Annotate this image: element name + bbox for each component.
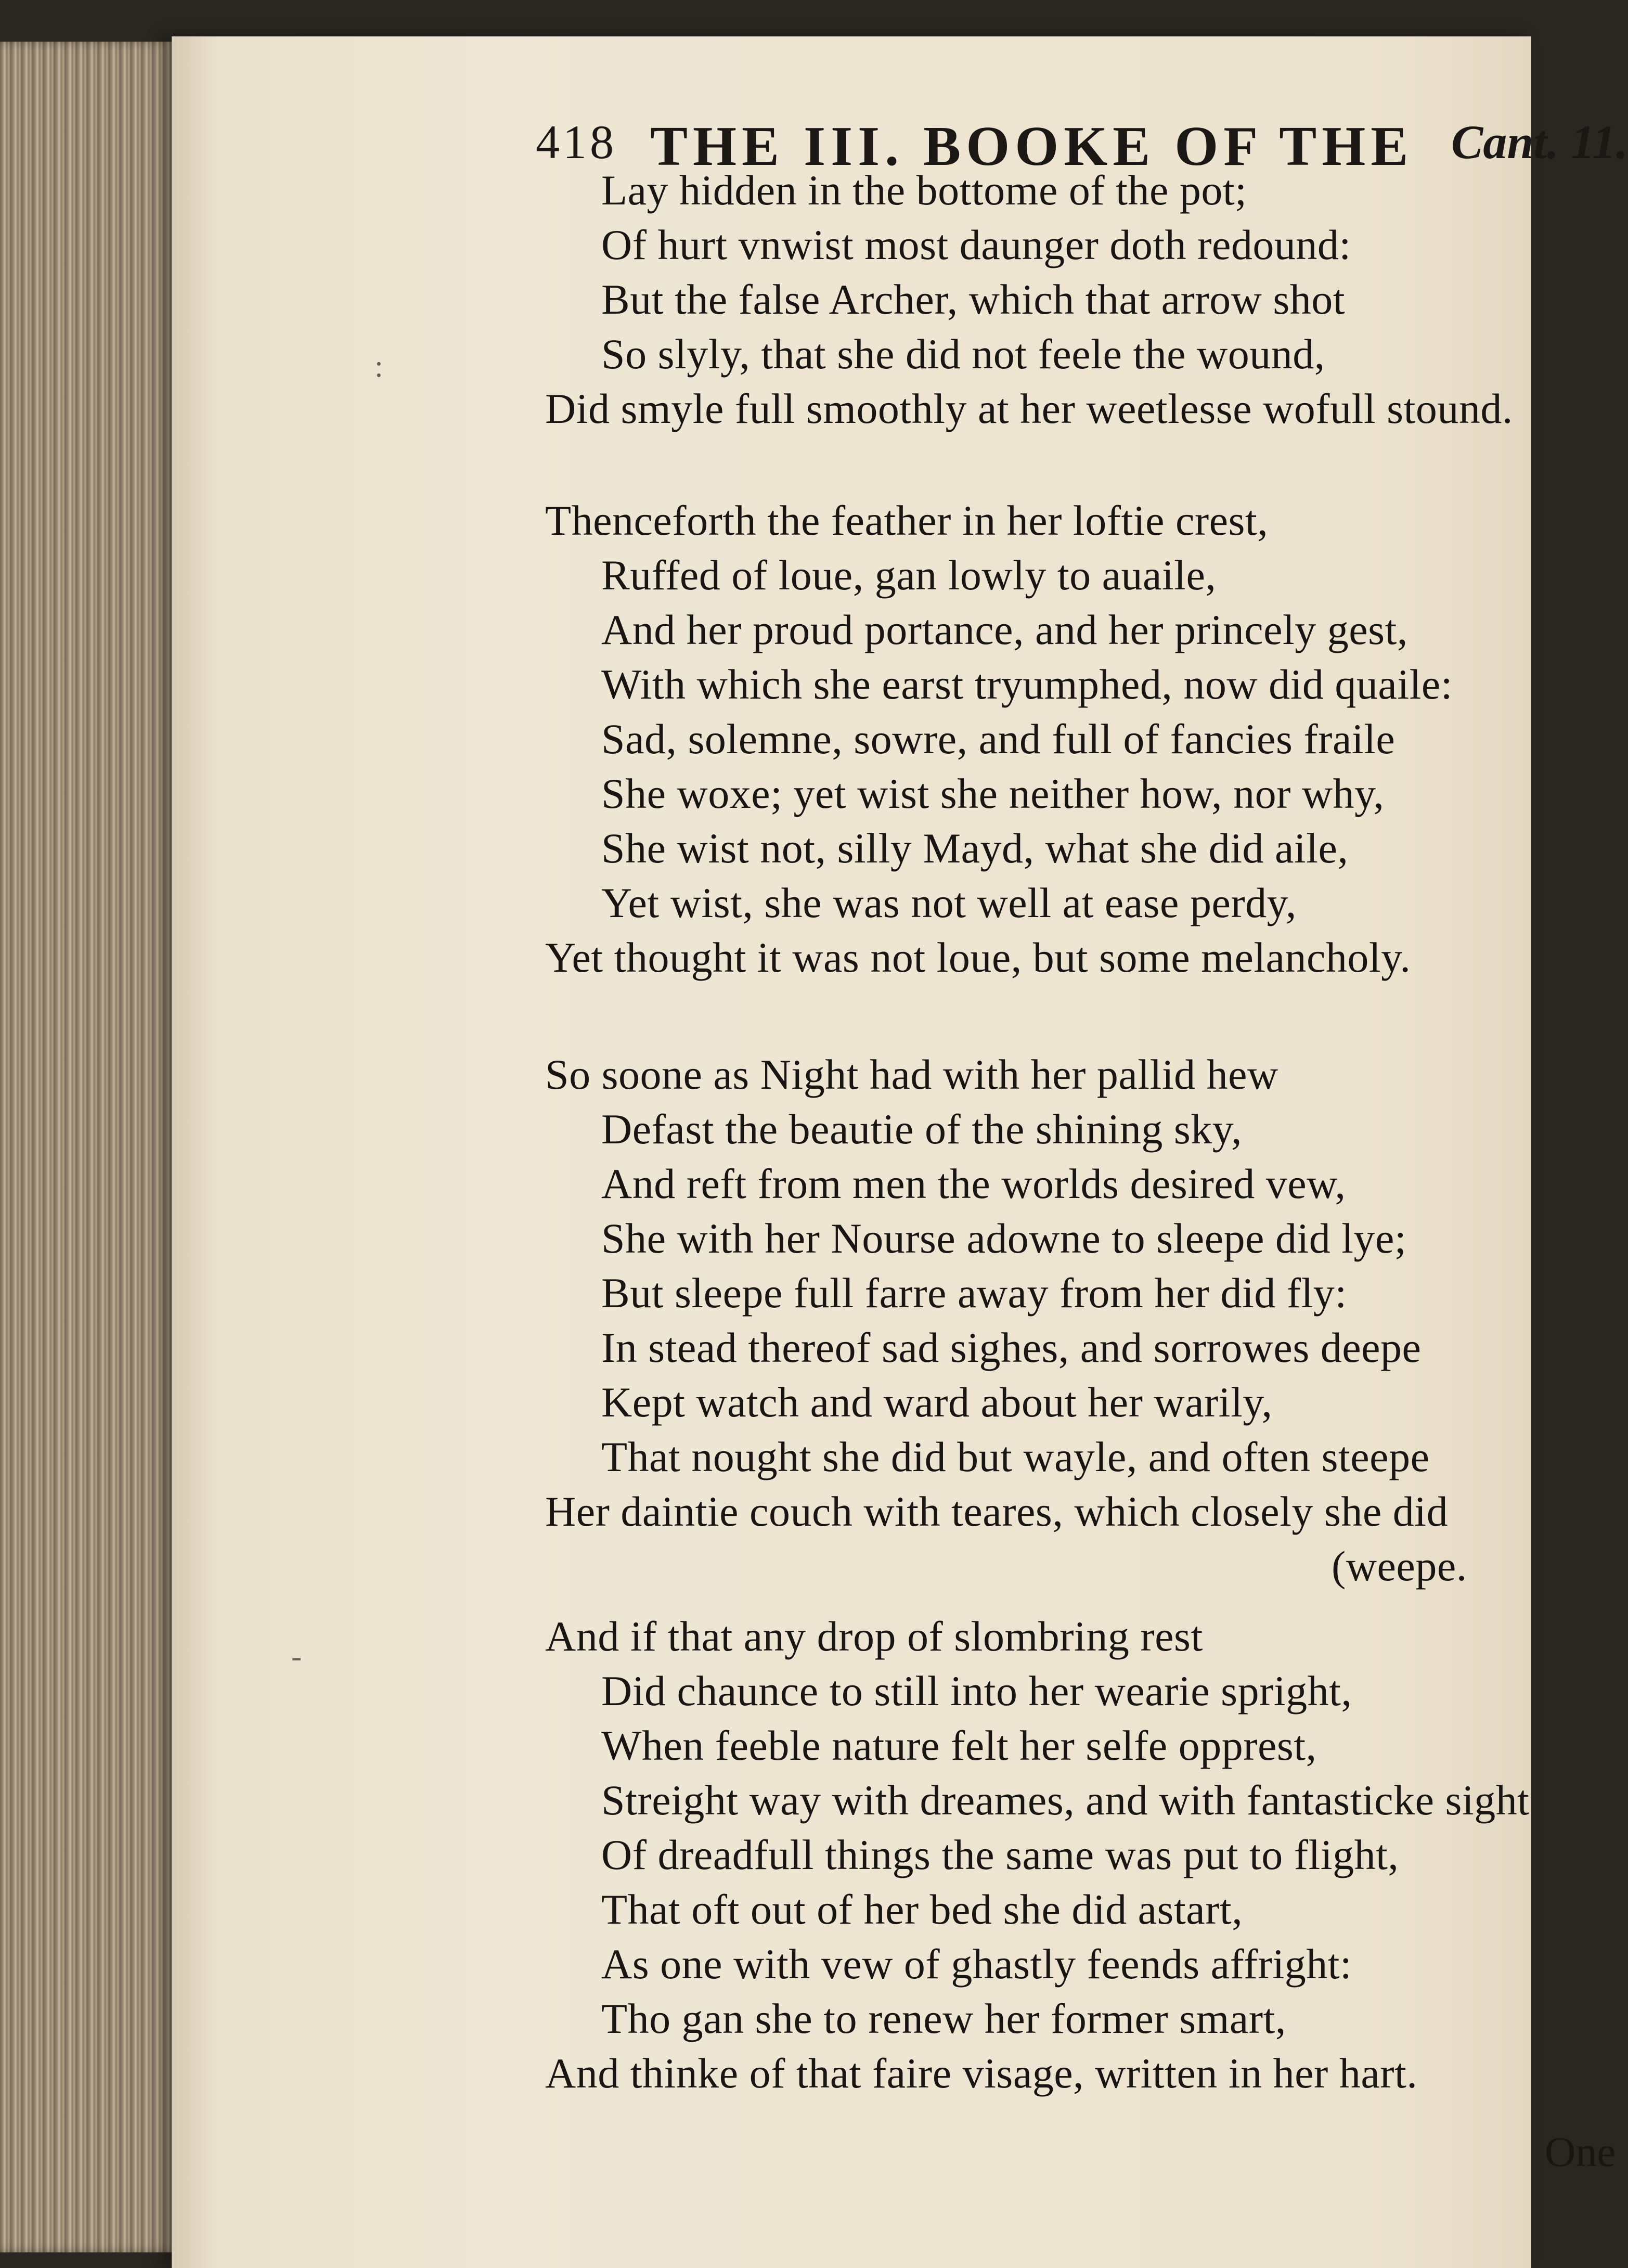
page-number: 418 [536, 115, 617, 169]
verse-line: Defast the beautie of the shining sky, [601, 1105, 1242, 1153]
verse-line: But sleepe full farre away from her did fly: [601, 1269, 1347, 1317]
verse-line: She woxe; yet wist she neither how, nor why, [601, 770, 1385, 817]
verse-line: When feeble nature felt her selfe opprest, [601, 1722, 1317, 1769]
verse-line: And her proud portance, and her princely gest, [601, 606, 1408, 653]
verse-line: That oft out of her bed she did astart, [601, 1886, 1243, 1933]
verse-line: Tho gan she to renew her former smart, [601, 1995, 1286, 2042]
verse-line: That nought she did but wayle, and often steepe [601, 1433, 1430, 1480]
verse-line: She with her Nourse adowne to sleepe did lye; [601, 1215, 1407, 1262]
catchword: One [1545, 2128, 1616, 2175]
verse-line: And thinke of that faire visage, written in her hart. [545, 2050, 1418, 2097]
margin-mark: - [291, 1639, 302, 1673]
verse-line: With which she earst tryumphed, now did quaile: [601, 661, 1453, 708]
verse-line: As one with vew of ghastly feends affright: [601, 1940, 1352, 1988]
canto-label: Cant. 11. [1451, 115, 1628, 169]
verse-line: Streight way with dreames, and with fantasticke sight [601, 1776, 1530, 1824]
verse-line: Lay hidden in the bottome of the pot; [601, 166, 1247, 214]
verse-line: Did chaunce to still into her wearie spright, [601, 1667, 1352, 1715]
stanza-first-line: Thenceforth the feather in her loftie crest, [545, 497, 1269, 544]
verse-line: Of dreadfull things the same was put to flight, [601, 1831, 1399, 1878]
verse-line: Of hurt vnwist most daunger doth redound: [601, 221, 1351, 268]
verse-line: Did smyle full smoothly at her weetlesse wofull stound. [545, 385, 1513, 432]
verse-line: Kept watch and ward about her warily, [601, 1378, 1273, 1426]
verse-line: In stead thereof sad sighes, and sorrowes deepe [601, 1324, 1422, 1371]
verse-line: Yet thought it was not loue, but some melancholy. [545, 934, 1411, 981]
book-page-edges [0, 42, 177, 2252]
running-title: THE III. BOOKE OF THE [650, 115, 1414, 177]
verse-line: So slyly, that she did not feele the wound, [601, 330, 1325, 378]
verse-line: She wist not, silly Mayd, what she did aile, [601, 824, 1349, 872]
turnover-line: (weepe. [1332, 1542, 1467, 1590]
stanza-first-line: And if that any drop of slombring rest [545, 1613, 1203, 1660]
margin-mark: : [374, 349, 383, 383]
stanza-first-line: So soone as Night had with her pallid hew [545, 1051, 1278, 1098]
verse-line: Ruffed of loue, gan lowly to auaile, [601, 551, 1217, 599]
verse-line: Her daintie couch with teares, which closely she did [545, 1488, 1449, 1535]
verse-line: But the false Archer, which that arrow shot [601, 276, 1346, 323]
verse-line: Sad, solemne, sowre, and full of fancies fraile [601, 715, 1396, 763]
book-page [172, 36, 1628, 2268]
verse-line: And reft from men the worlds desired vew, [601, 1160, 1346, 1207]
verse-line: Yet wist, she was not well at ease perdy, [601, 879, 1297, 926]
